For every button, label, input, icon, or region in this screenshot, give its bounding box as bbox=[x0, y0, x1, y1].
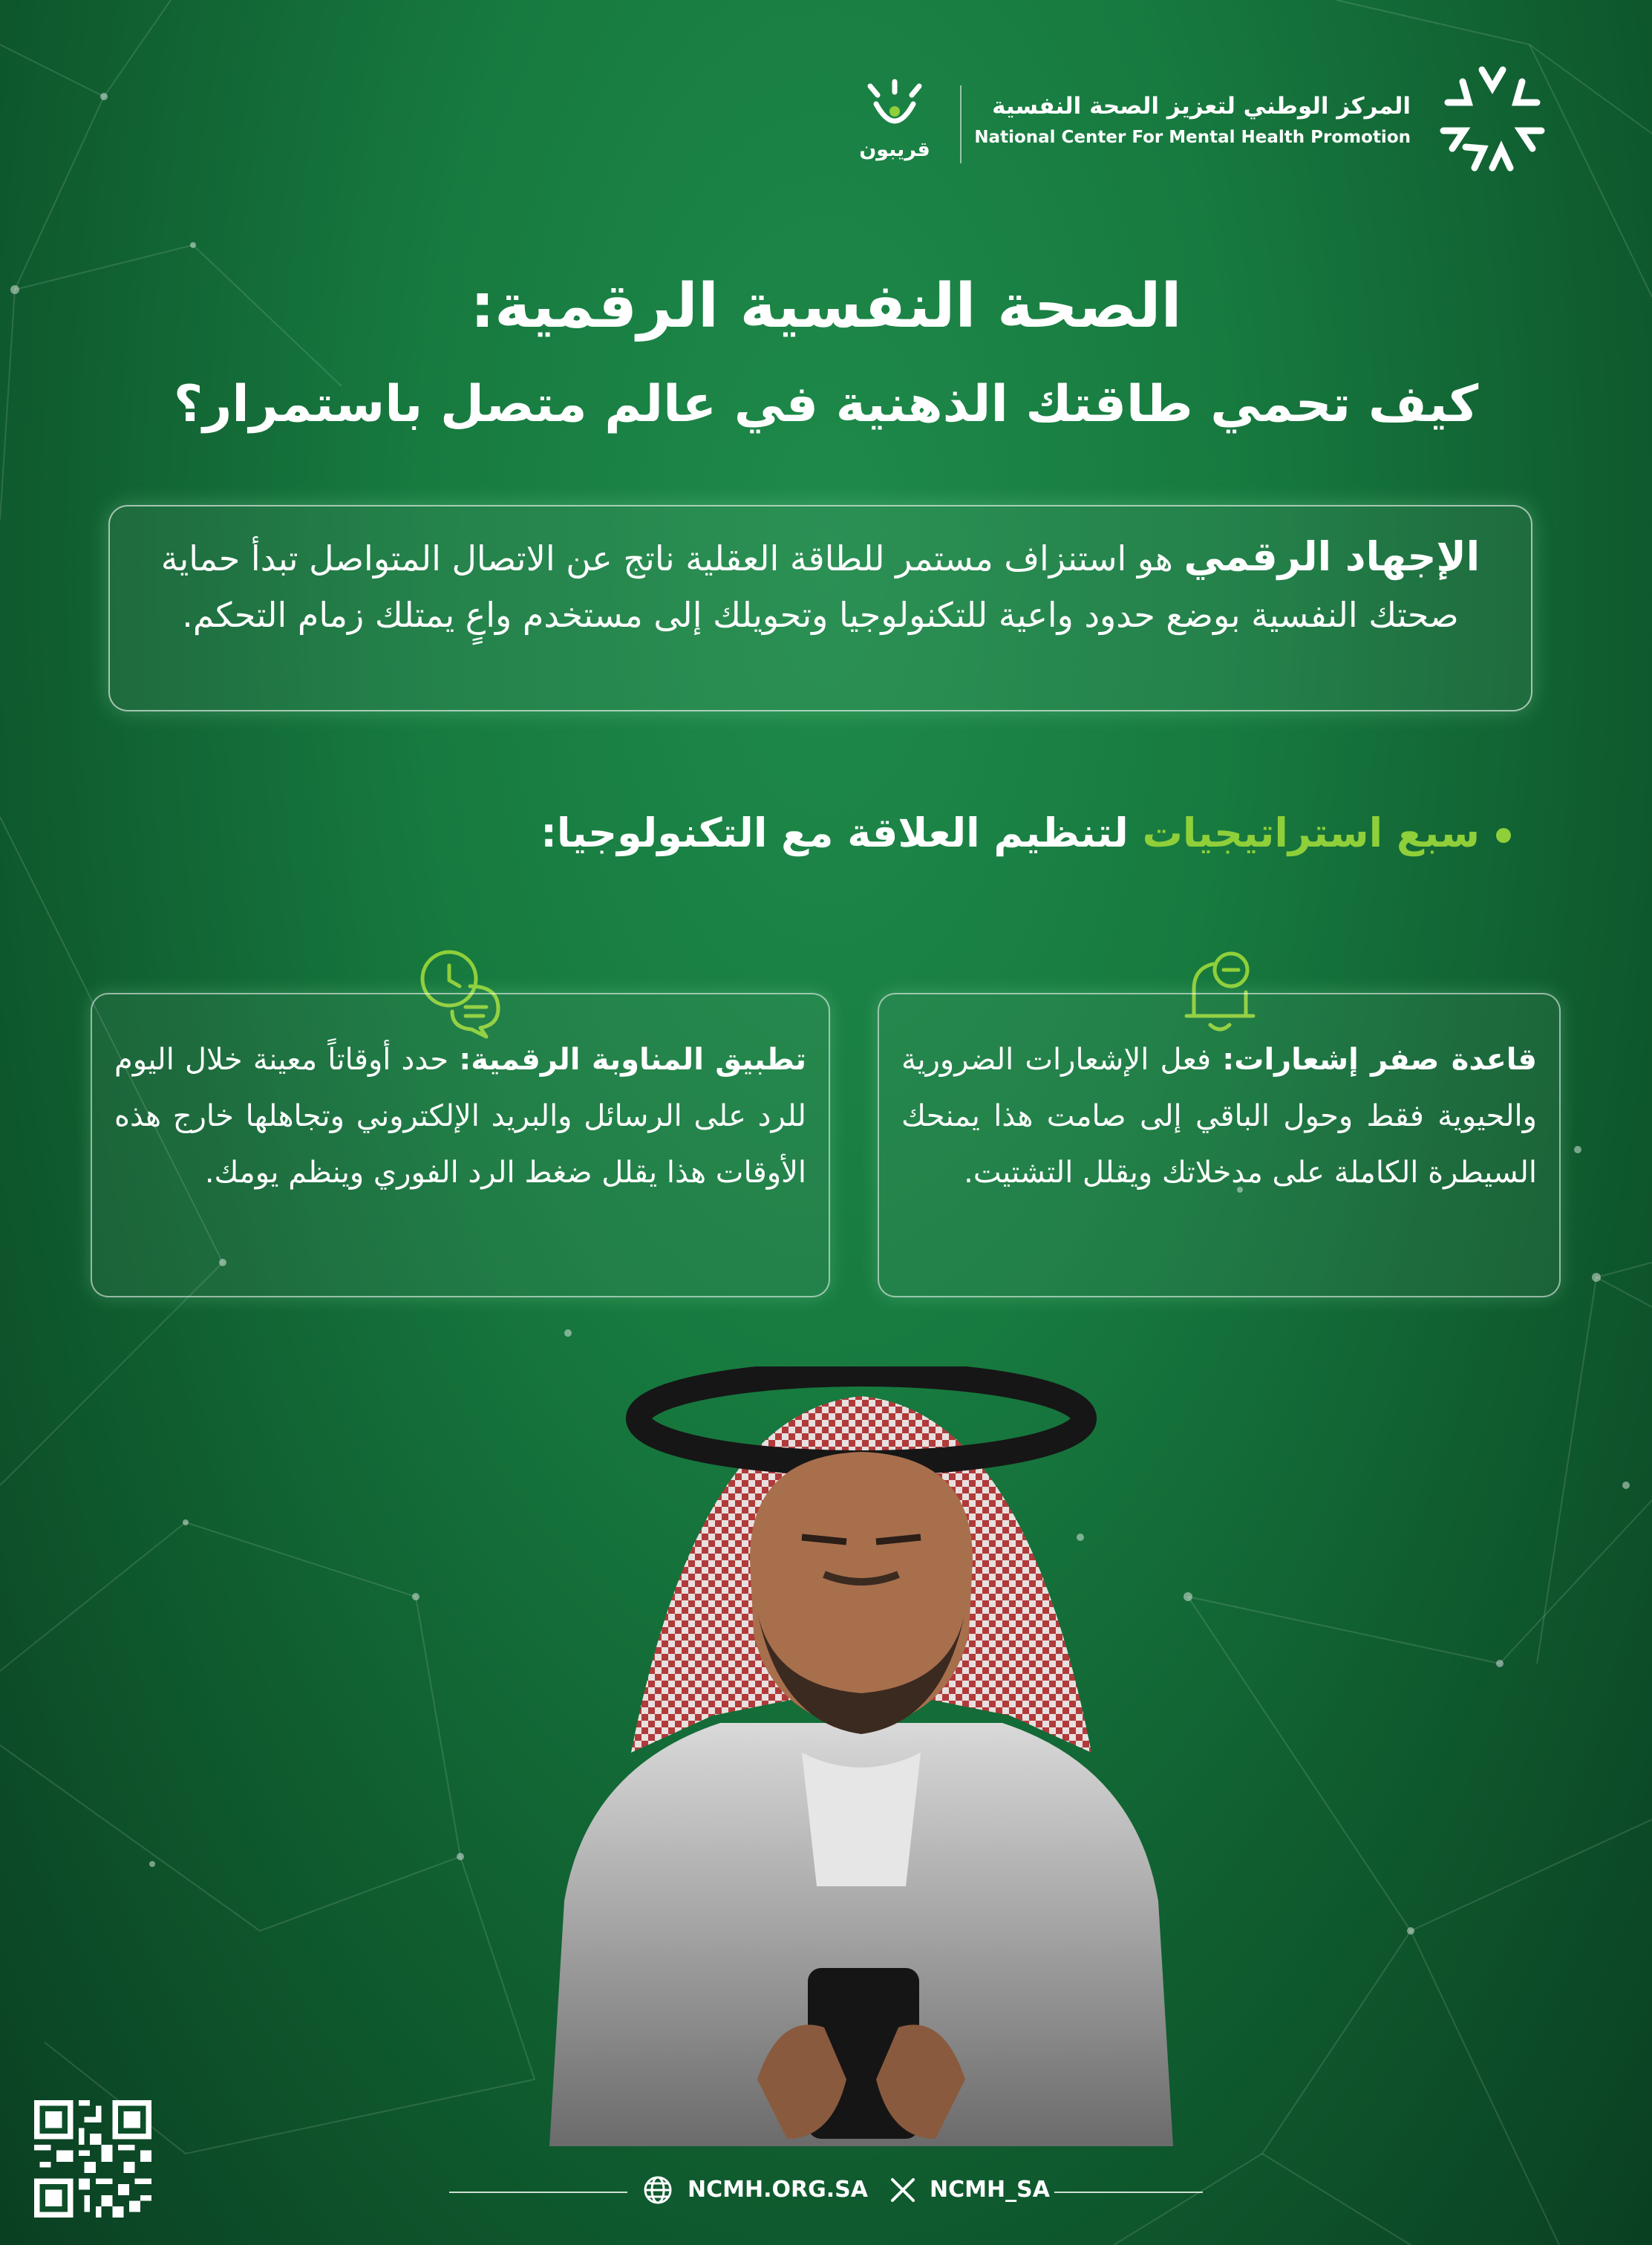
man-using-phone-photo bbox=[535, 1366, 1188, 2146]
qareebon-logo-icon bbox=[861, 79, 928, 138]
footer-line-right bbox=[1054, 2192, 1203, 2193]
org-name-arabic: المركز الوطني لتعزيز الصحة النفسية bbox=[992, 93, 1411, 120]
card-text: حدد أوقاتاً معينة خلال اليوم للرد على الرسائل والبريد الإلكتروني وتجاهلها خارج هذه الأوقات هذا يقلل ضغط الرد الفوري وينظم يومك. bbox=[114, 1043, 806, 1190]
intro-lead: الإجهاد الرقمي bbox=[1184, 533, 1480, 580]
strategies-heading-accent: سبع استراتيجيات bbox=[1142, 809, 1480, 856]
globe-icon bbox=[643, 2175, 673, 2205]
card-title: قاعدة صفر إشعارات: bbox=[1222, 1043, 1537, 1077]
x-handle-link[interactable]: NCMH_SA bbox=[930, 2177, 1050, 2203]
intro-box bbox=[108, 505, 1532, 711]
qr-code-icon bbox=[34, 2100, 151, 2218]
org-name-english: National Center For Mental Health Promotion bbox=[974, 128, 1411, 147]
ncmh-star-logo-icon bbox=[1433, 59, 1552, 178]
page-subtitle: كيف تحمي طاقتك الذهنية في عالم متصل باستمرار؟ bbox=[173, 375, 1479, 434]
partner-name: قريبون bbox=[859, 138, 930, 161]
intro-text: هو استنزاف مستمر للطاقة العقلية ناتج عن الاتصال المتواصل تبدأ حماية صحتك النفسية بوضع حدود واعية للتكنولوجيا وتحويلك إلى مستخدم واعٍ يمتلك زمام التحكم. bbox=[160, 538, 1459, 635]
logo-divider bbox=[960, 85, 962, 163]
x-logo-icon bbox=[889, 2177, 916, 2203]
strategies-heading-rest: لتنظيم العلاقة مع التكنولوجيا: bbox=[541, 809, 1143, 856]
website-link[interactable]: NCMH.ORG.SA bbox=[688, 2177, 868, 2203]
page-title: الصحة النفسية الرقمية: bbox=[470, 271, 1182, 342]
bullet-dot-icon bbox=[1496, 828, 1511, 843]
strategy-card-notifications bbox=[878, 993, 1561, 1297]
strategy-card-digital-shift bbox=[91, 993, 830, 1297]
card-title: تطبيق المناوبة الرقمية: bbox=[459, 1043, 806, 1077]
footer-line-left bbox=[449, 2192, 627, 2193]
card-text: فعل الإشعارات الضرورية والحيوية فقط وحول الباقي إلى صامت هذا يمنحك السيطرة الكاملة على مدخلاتك ويقلل التشتيت. bbox=[901, 1043, 1537, 1190]
strategies-heading bbox=[541, 809, 1511, 856]
